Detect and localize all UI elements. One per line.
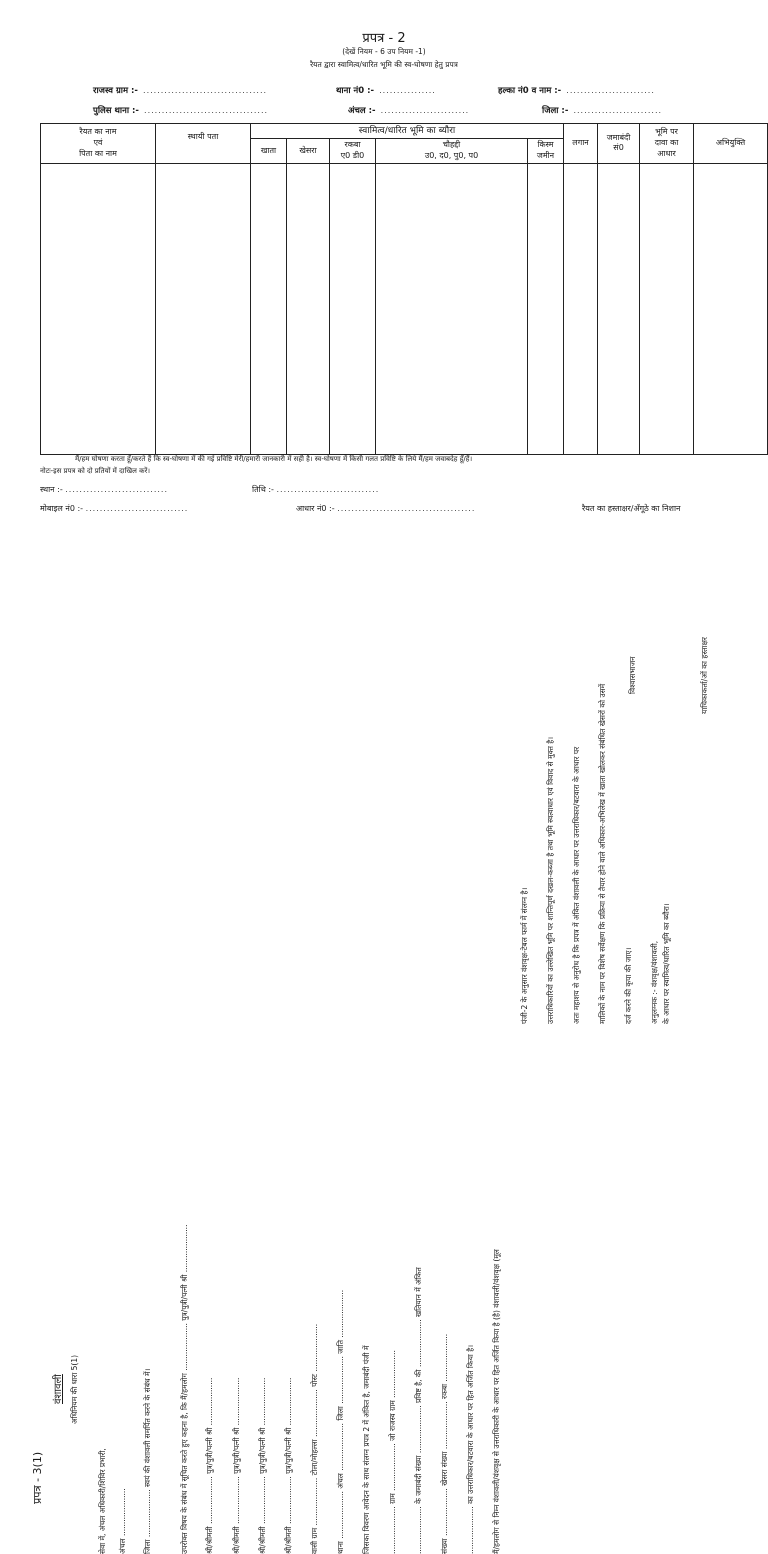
form3-rotated-page-continued bbox=[510, 0, 768, 1024]
aadhaar-label: आधार नं0 :- bbox=[296, 504, 335, 513]
note-text: नोटः-इस प्रपत्र को दो प्रतियों में दाखिल करें। bbox=[40, 467, 151, 475]
form3-line: अतः महाशय से अनुरोध है कि प्रपत्र में अंकित वंशावली के आधार पर उत्तराधिकार/बटवारा के आधार पर bbox=[572, 746, 581, 1024]
form3-line: जिसका विवरण आवेदन के साथ संलग्न प्रपत्र 2 में अंकित है, जमाबंदी पंजी में bbox=[362, 1345, 371, 1554]
field-mobile bbox=[40, 503, 188, 514]
aadhaar-blank: ....................................... bbox=[337, 504, 476, 513]
form3-line: श्री/श्रीमती .................... पुत्र/पुत्री/पत्नी श्री .................... bbox=[258, 1377, 267, 1554]
col-claim-line2: दावा का bbox=[654, 137, 679, 147]
field-place bbox=[40, 484, 168, 495]
date-label: तिथि :- bbox=[252, 485, 274, 494]
form3-line: मालिकों के नाम पर विशेष सर्वेक्षण कि प्रक्रिया से तैयार होने वाले अधिकार-अभिलेख में खाता खोलकर संबंधित खेसरों को उसमें bbox=[598, 683, 607, 1024]
form3-line: संख्या .................... खेसरा संख्या .................... रकबा .................... bbox=[440, 1333, 449, 1554]
field-police-station-no bbox=[336, 78, 436, 97]
anchal-label: अंचल :- bbox=[348, 106, 376, 116]
col-jamabandi-line2: सं0 bbox=[613, 143, 624, 153]
field-anchal bbox=[348, 98, 469, 117]
col-rakba-line2: ए0 डी0 bbox=[340, 150, 365, 160]
table-cell bbox=[376, 163, 528, 454]
form3-heading: वंशावली bbox=[53, 1374, 64, 1404]
col-remarks: अभियुक्ति bbox=[694, 124, 768, 164]
table-cell bbox=[156, 163, 251, 454]
police-station-no-label: थाना नं0 :- bbox=[336, 86, 375, 96]
district-label: जिला :- bbox=[542, 106, 569, 116]
halka-label: हल्का नं0 व नाम :- bbox=[498, 86, 562, 96]
anchal-blank: ......................... bbox=[380, 106, 470, 115]
form3-line: के आधार पर स्वामित्व/धारित भूमि का ब्यौरा। bbox=[662, 903, 671, 1024]
form3-line: मैं/हमलोग से निम्न वंशावली/वंशवृक्ष से उत्तराधिकारी के आधार पर हित अर्जित किया है (है) वंशावली/वंशवृक्ष (मूल bbox=[492, 1249, 501, 1554]
col-rakba-line1: रकबा bbox=[344, 140, 361, 150]
place-label: स्थान :- bbox=[40, 485, 63, 494]
form3-line: श्री/श्रीमती .................... पुत्र/पुत्री/पत्नी श्री .................... bbox=[232, 1377, 241, 1554]
col-ryot-name-line3: पिता का नाम bbox=[79, 148, 117, 158]
col-ryot-name bbox=[41, 124, 156, 164]
form3-act-reference: अधिनियम की धारा 5(1) bbox=[70, 1354, 79, 1424]
col-khesra: खेसरा bbox=[287, 139, 330, 164]
halka-blank: ......................... bbox=[566, 86, 655, 95]
police-station-label: पुलिस थाना :- bbox=[93, 106, 139, 116]
table-cell bbox=[251, 163, 287, 454]
revenue-village-blank: ................................... bbox=[143, 86, 268, 95]
police-station-blank: ................................... bbox=[144, 106, 269, 115]
col-jamabandi-line1: जमाबंदी bbox=[606, 132, 631, 142]
form3-line: सेवा में, अंचल अधिकारी/शिविर प्रभारी, bbox=[98, 1448, 107, 1554]
col-lagan: लगान bbox=[564, 124, 598, 164]
col-kism-line2: जमीन bbox=[536, 150, 555, 160]
col-kism-line1: किस्म bbox=[537, 140, 554, 150]
table-cell bbox=[330, 163, 376, 454]
col-rakba bbox=[330, 139, 376, 164]
col-permanent-address: स्थायी पता bbox=[156, 124, 251, 164]
form3-line: दर्ज करने की कृपा की जाए। bbox=[624, 947, 633, 1024]
form3-line: श्री/श्रीमती .................... पुत्र/पुत्री/पत्नी श्री .................... bbox=[284, 1377, 293, 1554]
col-group-land-details: स्वामित्व/धारित भूमि का ब्यौरा bbox=[251, 124, 564, 139]
form3-title: प्रपत्र - 3(1) bbox=[31, 1451, 44, 1504]
col-chauhaddi-line1: चौहद्दी bbox=[442, 140, 461, 150]
col-ryot-name-line1: रैयत का नाम bbox=[79, 127, 117, 137]
col-claim-line3: आधार bbox=[657, 148, 676, 158]
declaration-text: मैं/हम घोषणा करता हूँ/करते हैं कि स्व-घोषणा में की गई प्रविष्टि मेरी/हमारी जानकारी में सही है। स्व-घोषणा में किसी गलत प्रविष्टि के लिये मैं/हम जवाबदेह हूँ/हैं। bbox=[75, 455, 473, 463]
field-revenue-village bbox=[93, 78, 267, 97]
form3-line: श्री/श्रीमती .................... पुत्र/पुत्री/पत्नी श्री .................... bbox=[205, 1377, 214, 1554]
col-khata: खाता bbox=[251, 139, 287, 164]
form2-subtitle: रैयत द्वारा स्वामित्व/धारित भूमि की स्व-घोषणा हेतु प्रपत्र bbox=[310, 60, 458, 69]
table-cell bbox=[41, 163, 156, 454]
date-blank: ............................. bbox=[276, 485, 380, 494]
form2-rule-reference: (देखें नियम - 6 उप नियम -1) bbox=[342, 47, 426, 56]
field-police-station bbox=[93, 98, 268, 117]
table-cell bbox=[287, 163, 330, 454]
place-blank: ............................. bbox=[65, 485, 168, 494]
form2-title: प्रपत्र - 2 bbox=[362, 31, 406, 46]
form3-line: पंजी-2 के अनुसार वंशवृक्ष-टेबल फार्म में संलग्न है। bbox=[520, 887, 529, 1024]
form3-line: उपरोक्त विषय के संबंध में सूचित करते हुए कहना है, कि मैं/हमलोग .................... पुत्र/पुत्री/पत्नी श्री .................... bbox=[180, 1224, 189, 1554]
form3-line: .................... का उत्तराधिकार/बटवारा के आधार पर हित अर्जित किया है। bbox=[466, 1344, 475, 1554]
mobile-label: मोबाइल नं0 :- bbox=[40, 504, 84, 513]
form3-trust-label: विश्वासभाजन bbox=[628, 656, 637, 694]
form3-line: अंचल .................... bbox=[118, 1488, 127, 1554]
col-chauhaddi bbox=[376, 139, 528, 164]
col-ryot-name-line2: एवं bbox=[93, 137, 103, 147]
field-aadhaar bbox=[296, 503, 475, 514]
col-chauhaddi-line2: उ0, द0, पु0, प0 bbox=[424, 150, 479, 160]
form3-line: जिला .................... स्वयं की वंशावली समर्पित करने के संबंध में। bbox=[143, 1368, 152, 1554]
form3-rotated-page bbox=[0, 530, 500, 1554]
form3-applicant-signature: याचिकाकर्ता/ओं का हस्ताक्षर bbox=[700, 637, 709, 714]
form3-line: .................... के जमाबंदी संख्या .................... प्रविष्ट है, की .................... खतियान में अंकित bbox=[414, 1267, 423, 1554]
form3-line: थाना .................... अंचल .................... जिला .................... जाति .................... bbox=[336, 1289, 345, 1554]
form3-line: वासी ग्राम .................... टोला/मोहल्ला .................... पोस्ट .................... bbox=[310, 1323, 319, 1554]
col-claim-line1: भूमि पर bbox=[655, 127, 678, 137]
district-blank: ......................... bbox=[573, 106, 663, 115]
form3-line: अनुलग्नक :- वंशवृक्ष/वंशावली, bbox=[650, 940, 659, 1024]
field-date bbox=[252, 484, 379, 495]
revenue-village-label: राजस्व ग्राम :- bbox=[93, 86, 138, 96]
police-station-no-blank: ................ bbox=[379, 86, 436, 95]
form3-line: उत्तराधिकारियों का उल्लेखित भूमि पर शान्तिपूर्ण दखल-कब्जा है तथा भूमि स्वत्वाधार एवं विवाद से मुक्त है। bbox=[546, 736, 555, 1024]
mobile-blank: ............................. bbox=[85, 504, 189, 513]
form3-line: .................... ग्राम .................... जो राजस्व ग्राम .................... bbox=[388, 1350, 397, 1554]
ryot-signature: रैयत का हस्ताक्षर/अँगूठे का निशान bbox=[582, 504, 681, 513]
